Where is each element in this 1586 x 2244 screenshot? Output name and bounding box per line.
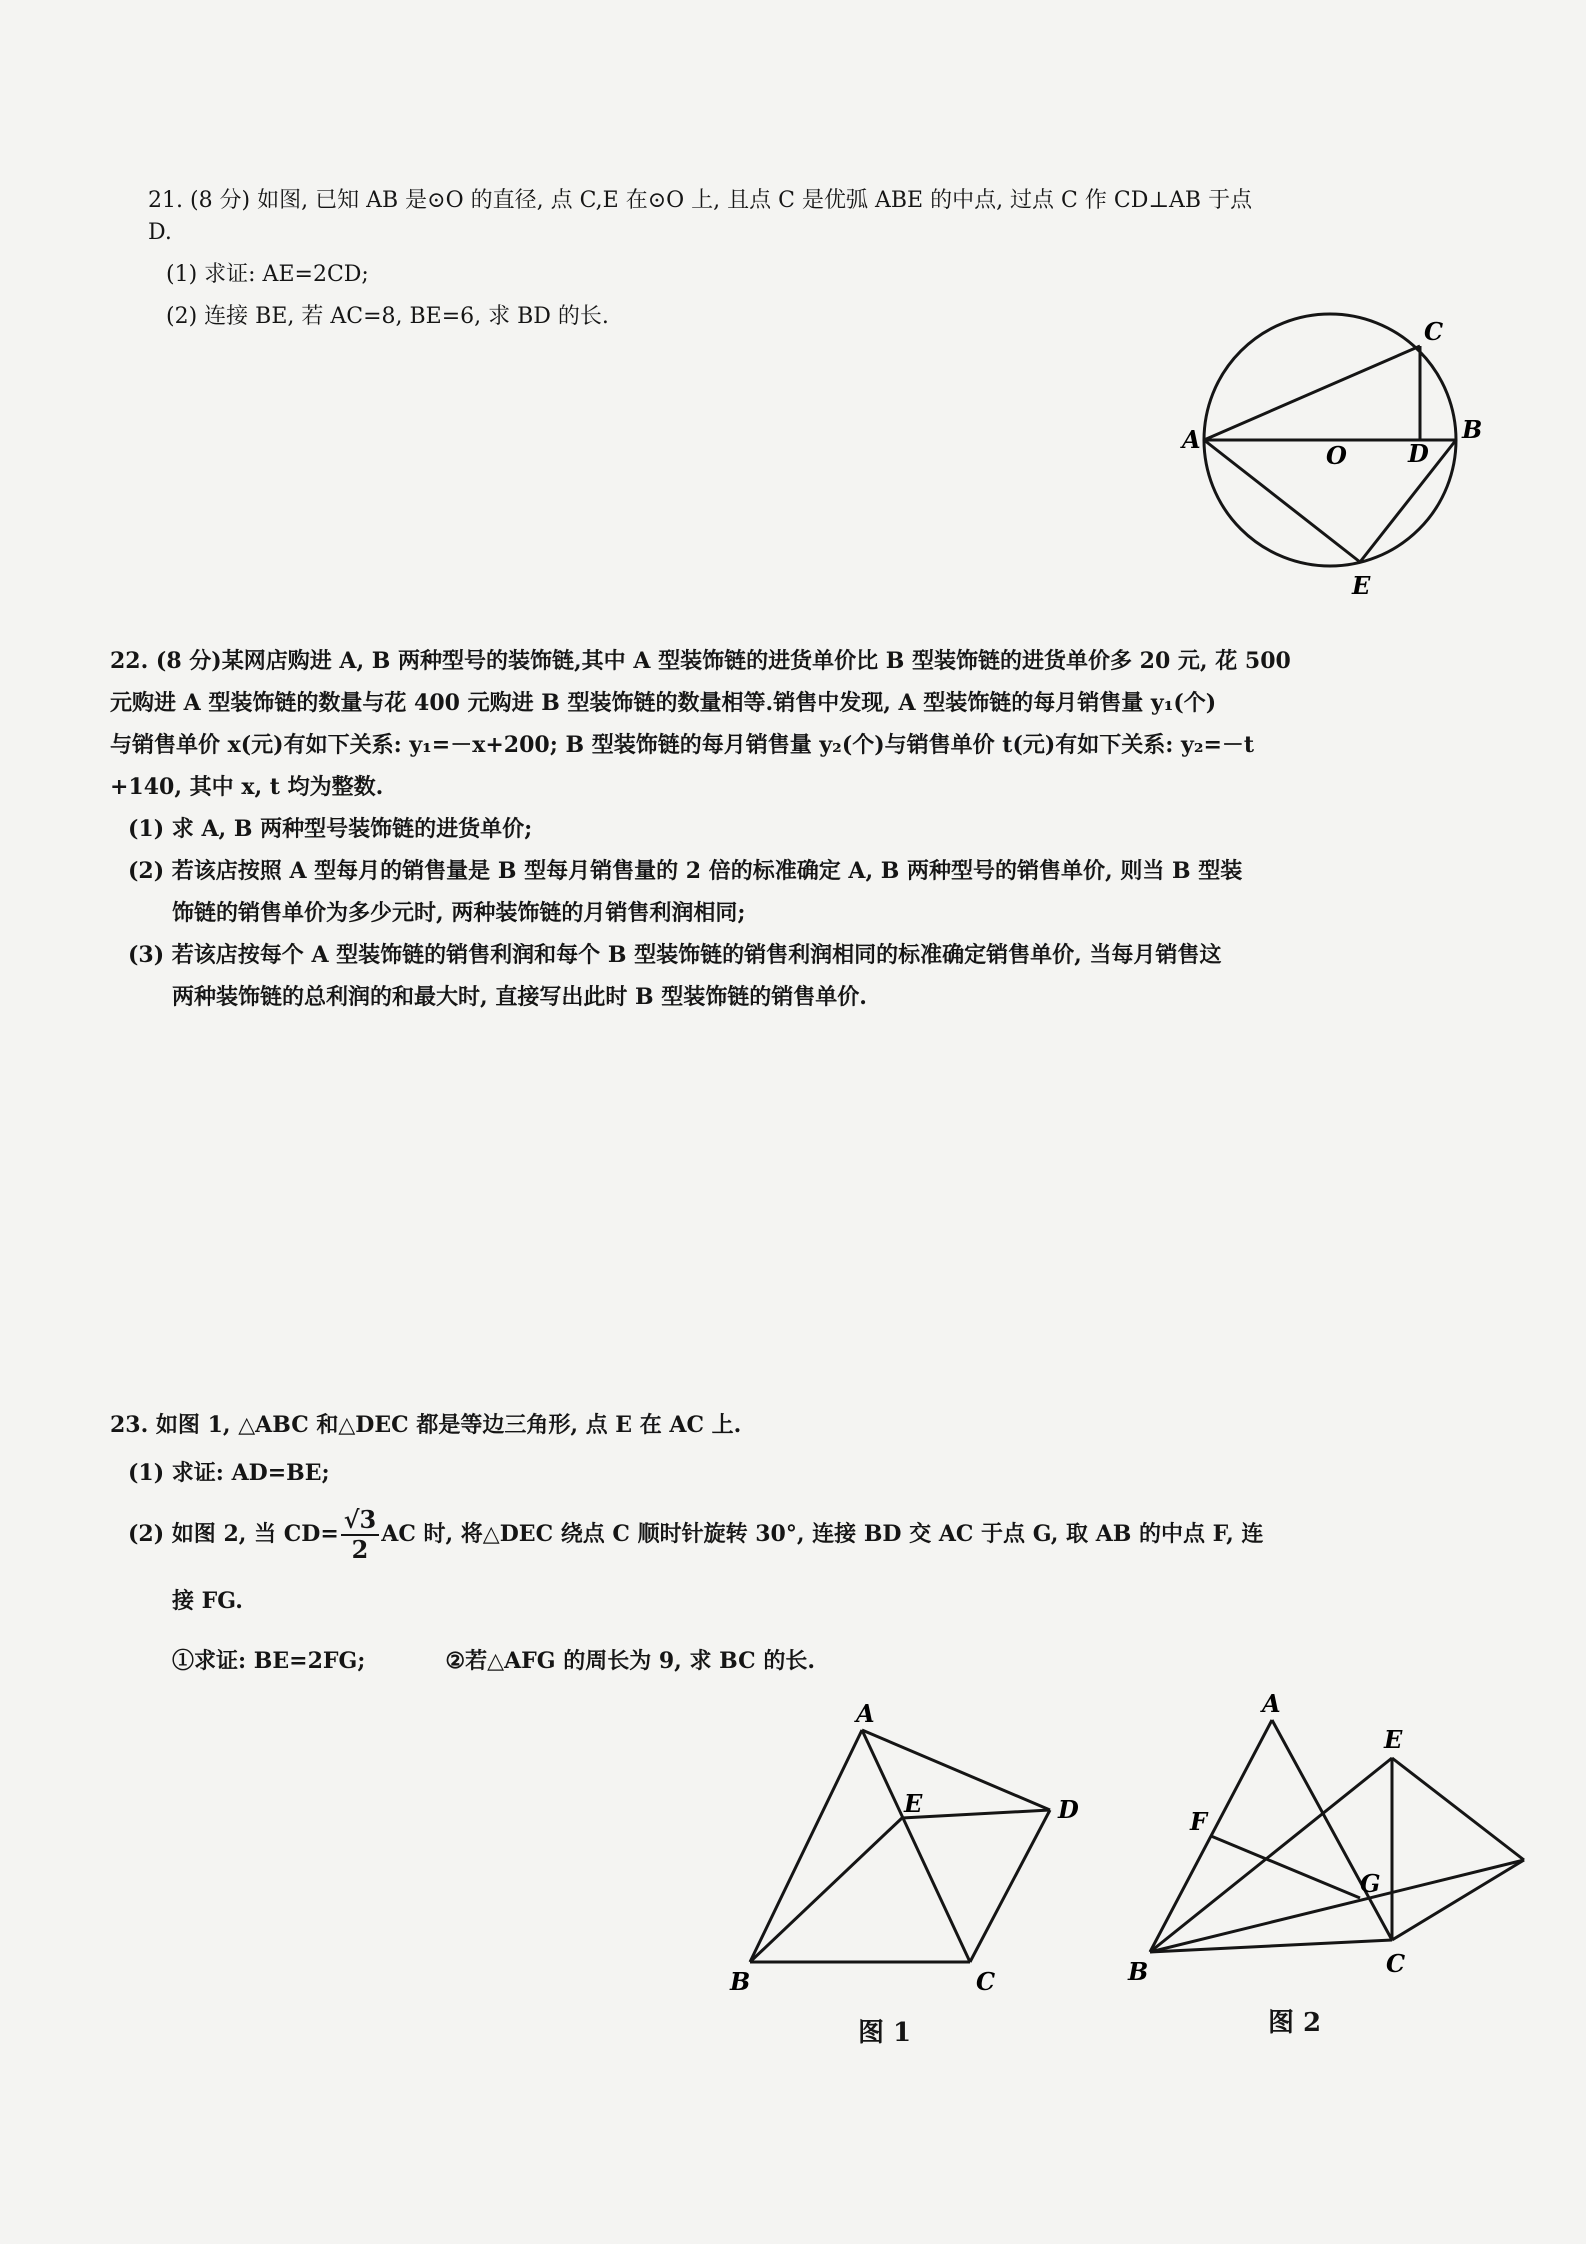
q23-part2-continued: 接 FG. xyxy=(172,1588,243,1614)
q22-part3-line2: 两种装饰链的总利润的和最大时, 直接写出此时 B 型装饰链的销售单价. xyxy=(172,984,867,1010)
q23-figure-2 xyxy=(1120,1690,1540,1990)
fig2-label-b: B xyxy=(1128,1957,1149,1986)
q21-stem-line2: D. xyxy=(148,220,172,245)
fig1-label-d: D xyxy=(1058,1795,1079,1824)
label-e: E xyxy=(1352,571,1371,600)
fig2-label-c: C xyxy=(1386,1949,1406,1978)
fig1-label-b: B xyxy=(730,1967,751,1996)
q22-part3-line1: (3) 若该店按每个 A 型装饰链的销售利润和每个 B 型装饰链的销售利润相同的标准确定销售单价, 当每月销售这 xyxy=(128,942,1222,968)
question-23 xyxy=(110,1404,1490,1682)
fig2-label-f: F xyxy=(1190,1807,1208,1836)
fraction-sqrt3-over-2 xyxy=(341,1506,379,1564)
fig2-label-a: A xyxy=(1262,1690,1281,1718)
q23-subparts xyxy=(110,1640,1490,1682)
q22-stem-line2: 元购进 A 型装饰链的数量与花 400 元购进 B 型装饰链的数量相等.销售中发现, A 型装饰链的每月销售量 y₁(个) xyxy=(110,690,1217,716)
label-b: B xyxy=(1462,415,1483,444)
q23-part2-suffix: AC 时, 将△DEC 绕点 C 顺时针旋转 30°, 连接 BD 交 AC 于点 G, 取 AB 的中点 F, 连 xyxy=(381,1521,1264,1547)
q21-circle-figure xyxy=(1180,310,1500,600)
fig2-label-e: E xyxy=(1384,1725,1403,1754)
label-d: D xyxy=(1408,439,1429,468)
segment-ac xyxy=(1204,346,1420,440)
q23-part1: (1) 求证: AD=BE; xyxy=(128,1460,330,1486)
q22-stem-line3: 与销售单价 x(元)有如下关系: y₁=－x+200; B 型装饰链的每月销售量 y₂(个)与销售单价 t(元)有如下关系: y₂=－t xyxy=(110,732,1255,758)
fig2-label-g: G xyxy=(1360,1869,1381,1898)
q22-stem-line1: 22. (8 分)某网店购进 A, B 两种型号的装饰链,其中 A 型装饰链的进货单价比 B 型装饰链的进货单价多 20 元, 花 500 xyxy=(110,648,1291,674)
q22-stem-line4: +140, 其中 x, t 均为整数. xyxy=(110,774,384,800)
fig1-caption: 图 1 xyxy=(858,2018,912,2048)
fig1-segment-ad xyxy=(862,1730,1050,1810)
fig1-segment-ed xyxy=(902,1810,1050,1818)
q23-part2 xyxy=(110,1506,1490,1564)
q22-part2-line1: (2) 若该店按照 A 型每月的销售量是 B 型每月销售量的 2 倍的标准确定 A, B 两种型号的销售单价, 则当 B 型装 xyxy=(128,858,1243,884)
q21-part2: (2) 连接 BE, 若 AC=8, BE=6, 求 BD 的长. xyxy=(166,304,609,329)
q21-stem-line1: 21. (8 分) 如图, 已知 AB 是⊙O 的直径, 点 C,E 在⊙O 上, 且点 C 是优弧 ABE 的中点, 过点 C 作 CD⊥AB 于点 xyxy=(148,188,1253,213)
fig1-label-e: E xyxy=(904,1789,923,1818)
fig2-segment-ed xyxy=(1392,1758,1524,1860)
fig1-label-a: A xyxy=(856,1700,875,1728)
fraction-numerator: √3 xyxy=(341,1506,379,1536)
fraction-denominator: 2 xyxy=(351,1535,369,1564)
fig1-segment-dc xyxy=(970,1810,1050,1962)
q23-figure-1 xyxy=(720,1700,1100,2000)
fig1-segment-be xyxy=(750,1818,902,1962)
label-c: C xyxy=(1424,317,1444,346)
fig2-caption: 图 2 xyxy=(1268,2008,1322,2038)
label-a: A xyxy=(1182,425,1201,454)
q23-stem: 23. 如图 1, △ABC 和△DEC 都是等边三角形, 点 E 在 AC 上. xyxy=(110,1412,742,1438)
fig1-segment-ac xyxy=(862,1730,970,1962)
fig2-segment-fg xyxy=(1211,1836,1360,1898)
q22-part2-line2: 饰链的销售单价为多少元时, 两种装饰链的月销售利润相同; xyxy=(172,900,746,926)
q21-part1: (1) 求证: AE=2CD; xyxy=(166,262,369,287)
q23-subpart-1: ①求证: BE=2FG; xyxy=(172,1648,366,1674)
fig1-label-c: C xyxy=(976,1967,996,1996)
q23-part2-prefix: (2) 如图 2, 当 CD= xyxy=(128,1521,339,1547)
q22-part1: (1) 求 A, B 两种型号装饰链的进货单价; xyxy=(128,816,533,842)
question-22 xyxy=(110,640,1490,1018)
label-o: O xyxy=(1326,441,1347,470)
fig2-segment-dc xyxy=(1392,1860,1524,1940)
fig1-segment-ab xyxy=(750,1730,862,1962)
q23-subpart-2: ②若△AFG 的周长为 9, 求 BC 的长. xyxy=(445,1648,815,1674)
